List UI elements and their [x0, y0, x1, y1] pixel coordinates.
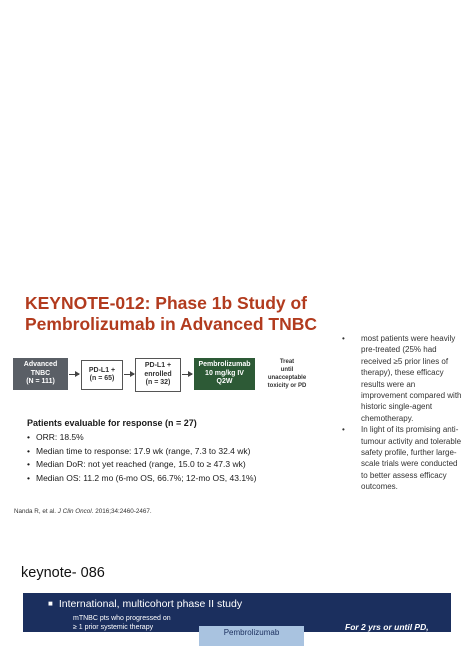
banner-pembrolizumab-box: Pembrolizumab [199, 626, 304, 646]
note-item: • In light of its promising anti-tumour activity and tolerable safety profile, further large-scale trials were conducted to better assess efficacy outcomes. [342, 425, 462, 492]
section-heading: keynote- 086 [21, 565, 105, 581]
study-flow-diagram [0, 358, 330, 394]
banner-duration-text: For 2 yrs or until PD, [345, 622, 429, 632]
flow-arrow [124, 374, 134, 375]
flow-treat-until-label: Treat until unacceptable toxicity or PD [267, 359, 307, 389]
list-item: • Median OS: 11.2 mo (6-mo OS, 66.7%; 12-mo OS, 43.1%) [27, 472, 256, 486]
list-item: • Median DoR: not yet reached (range, 15.0 to ≥ 47.3 wk) [27, 458, 256, 472]
response-heading: Patients evaluable for response (n = 27) [27, 418, 197, 428]
notes-list [342, 333, 462, 493]
square-bullet-icon: ■ [48, 599, 53, 608]
flow-arrow [182, 374, 192, 375]
keynote086-slide-banner [23, 593, 451, 637]
list-item: • ORR: 18.5% [27, 431, 256, 445]
flow-box-pembrolizumab: Pembrolizumab 10 mg/kg IV Q2W [194, 358, 255, 390]
bullet-icon: • [342, 334, 345, 343]
banner-bullet: ■ International, multicohort phase II study [48, 598, 243, 610]
flow-box-pdl1-enrolled: PD-L1 + enrolled (n = 32) [135, 358, 181, 392]
bullet-icon: • [342, 425, 345, 435]
note-item: • most patients were heavily pre-treated (25% had received ≥5 prior lines of therapy), these efficacy results were an improvement compared with historic single-agent chemotherapy. [342, 334, 462, 423]
response-list [27, 431, 256, 486]
banner-subtext: mTNBC pts who progressed on ≥ 1 prior systemic therapy [73, 615, 171, 631]
flow-arrow [69, 374, 79, 375]
flow-box-advanced-tnbc: Advanced TNBC (N = 111) [13, 358, 68, 390]
slide-title: KEYNOTE-012: Phase 1b Study of Pembrolizumab in Advanced TNBC [25, 293, 318, 334]
flow-box-pdl1-positive: PD-L1 + (n = 65) [81, 360, 123, 390]
citation: Nanda R, et al. J Clin Oncol. 2016;34:2460-2467. [14, 508, 152, 515]
list-item: • Median time to response: 17.9 wk (range, 7.3 to 32.4 wk) [27, 445, 256, 459]
